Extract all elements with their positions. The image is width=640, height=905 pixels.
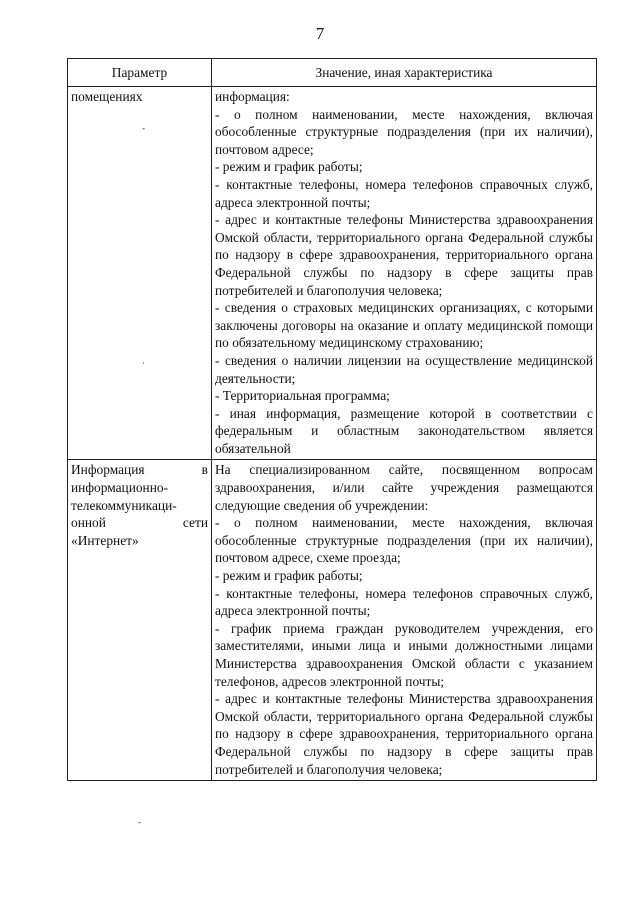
value-paragraph: - контактные телефоны, номера телефонов справочных служб, адреса электронной почты; bbox=[215, 585, 593, 619]
value-paragraph: информация: bbox=[215, 89, 290, 104]
scan-mark: ‐ bbox=[138, 817, 141, 827]
value-paragraph: - адрес и контактные телефоны Министерства здравоохранения Омской области, территориального органа Федеральной службы по надзору в сфере здравоохранения, территориального органа Федеральной службы по надзору в сфере защиты прав потребителей и благополучия человека; bbox=[215, 691, 593, 777]
header-param: Параметр bbox=[68, 59, 212, 87]
value-paragraph: - контактные телефоны, номера телефонов справочных служб, адреса электронной почты; bbox=[215, 176, 593, 210]
param-text: Информация в bbox=[71, 462, 208, 478]
table-header-row bbox=[68, 59, 597, 87]
table-row bbox=[68, 87, 597, 460]
value-paragraph: - режим и график работы; bbox=[215, 159, 363, 175]
header-value: Значение, иная характеристика bbox=[212, 59, 597, 87]
param-cell bbox=[68, 460, 212, 781]
param-text: помещениях bbox=[71, 89, 143, 104]
scan-mark: · bbox=[142, 358, 145, 368]
param-text: «Интернет» bbox=[71, 532, 139, 548]
value-paragraph: - о полном наименовании, месте нахождения, включая обособленные структурные подразделения (при их наличии), почтовом адресе, схеме проезда; bbox=[215, 515, 593, 566]
param-cell bbox=[68, 87, 212, 460]
param-text: онной сети bbox=[71, 515, 208, 531]
value-paragraph: - сведения о страховых медицинских организациях, с которыми заключены договоры на оказание и оплату медицинской помощи по обязательному медицинскому страхованию; bbox=[215, 300, 593, 351]
value-paragraph: - о полном наименовании, месте нахождения, включая обособленные структурные подразделения (при их наличии), почтовом адресе; bbox=[215, 106, 593, 157]
param-text: информационно- bbox=[71, 480, 169, 496]
value-paragraph: - режим и график работы; bbox=[215, 568, 363, 584]
table-row bbox=[68, 460, 597, 781]
value-paragraph: - Территориальная программа; bbox=[215, 388, 390, 404]
scan-mark: ‐ bbox=[142, 123, 145, 133]
value-paragraph: На специализированном сайте, посвященном вопросам здравоохранения, и/или сайте учреждения размещаются следующие сведения об учреждении: bbox=[215, 462, 593, 513]
parameters-table bbox=[67, 58, 597, 781]
param-text: телекоммуникаци- bbox=[71, 497, 177, 513]
page-number: 7 bbox=[315, 24, 325, 43]
value-paragraph: - график приема граждан руководителем учреждения, его заместителями, иными лица и иными должностными лицами Министерства здравоохранения Омской области с указанием телефонов, адресов электронной почты; bbox=[215, 620, 593, 689]
value-paragraph: - адрес и контактные телефоны Министерства здравоохранения Омской области, территориального органа Федеральной службы по надзору в сфере здравоохранения, территориального органа Федеральной службы по надзору в сфере защиты прав потребителей и благополучия человека; bbox=[215, 212, 593, 298]
value-paragraph: - иная информация, размещение которой в соответствии с федеральным и областным законодательством является обязательной bbox=[215, 405, 593, 456]
value-cell bbox=[212, 87, 597, 460]
value-cell bbox=[212, 460, 597, 781]
value-paragraph: - сведения о наличии лицензии на осуществление медицинской деятельности; bbox=[215, 352, 593, 386]
